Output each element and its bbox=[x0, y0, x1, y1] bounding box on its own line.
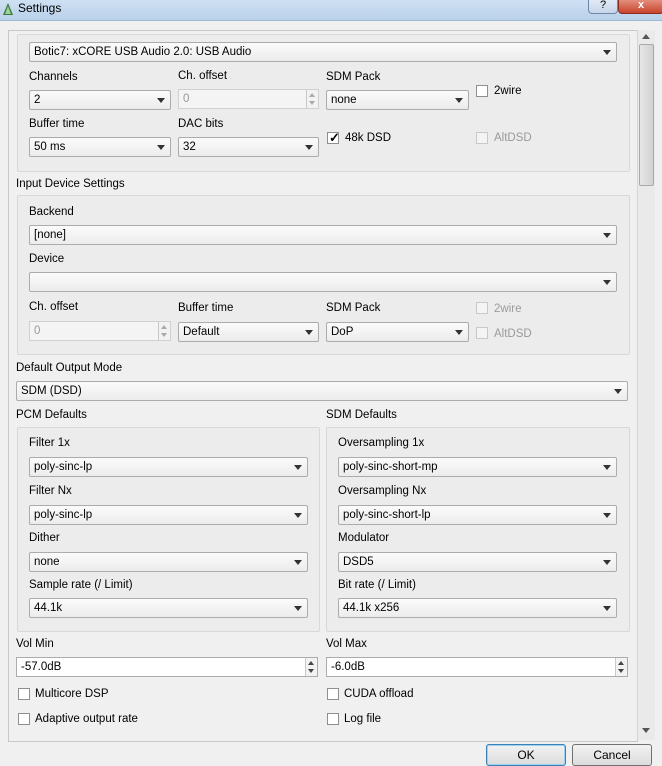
vertical-scrollbar[interactable] bbox=[637, 30, 655, 740]
input-altdsd-checkbox[interactable] bbox=[476, 327, 488, 339]
os1x-label: Oversampling 1x bbox=[338, 437, 425, 449]
dac-bits-label: DAC bits bbox=[178, 118, 224, 130]
vol-max-label: Vol Max bbox=[326, 638, 367, 650]
window-title: Settings bbox=[18, 1, 62, 15]
filter1x-select[interactable]: poly-sinc-lp bbox=[29, 457, 308, 477]
input-sdm-pack-select[interactable]: DoP bbox=[326, 322, 469, 342]
twowire-checkbox[interactable] bbox=[476, 85, 488, 97]
device-label: Device bbox=[29, 253, 65, 265]
dither-select[interactable]: none bbox=[29, 552, 308, 572]
dsd48k-label: 48k DSD bbox=[345, 132, 392, 144]
dither-label: Dither bbox=[29, 532, 60, 544]
chevron-down-icon bbox=[294, 560, 302, 565]
chevron-down-icon bbox=[157, 98, 165, 103]
spin-up-icon[interactable] bbox=[308, 661, 314, 665]
help-icon: ? bbox=[599, 0, 607, 11]
close-icon: x bbox=[637, 0, 645, 11]
chevron-down-icon bbox=[455, 330, 463, 335]
chevron-down-icon bbox=[294, 606, 302, 611]
output-device-select[interactable]: Botic7: xCORE USB Audio 2.0: USB Audio bbox=[29, 42, 617, 62]
adaptive-rate-label: Adaptive output rate bbox=[35, 713, 138, 725]
chevron-down-icon bbox=[455, 98, 463, 103]
input-altdsd-label: AltDSD bbox=[494, 328, 532, 340]
sdm-pack-label: SDM Pack bbox=[326, 71, 381, 83]
spin-up-icon[interactable] bbox=[161, 325, 167, 329]
twowire-label: 2wire bbox=[494, 85, 522, 97]
default-output-mode-label: Default Output Mode bbox=[16, 362, 123, 374]
samplerate-label: Sample rate (/ Limit) bbox=[29, 579, 133, 591]
ch-offset-label: Ch. offset bbox=[178, 70, 228, 82]
spin-down-icon[interactable] bbox=[308, 669, 314, 673]
filter1x-label: Filter 1x bbox=[29, 437, 70, 449]
dac-bits-select[interactable]: 32 bbox=[178, 137, 319, 157]
chevron-down-icon bbox=[603, 513, 611, 518]
adaptive-rate-checkbox[interactable] bbox=[18, 713, 30, 725]
chevron-down-icon bbox=[603, 606, 611, 611]
logfile-checkbox[interactable] bbox=[327, 713, 339, 725]
channels-label: Channels bbox=[29, 71, 78, 83]
modulator-label: Modulator bbox=[338, 532, 390, 544]
vol-max-spinbox[interactable]: -6.0dB bbox=[326, 657, 628, 677]
multicore-label: Multicore DSP bbox=[35, 688, 109, 700]
chevron-down-icon bbox=[603, 280, 611, 285]
modulator-select[interactable]: DSD5 bbox=[338, 552, 617, 572]
dsd48k-checkbox[interactable] bbox=[327, 132, 339, 144]
chevron-down-icon bbox=[294, 465, 302, 470]
cuda-checkbox[interactable] bbox=[327, 688, 339, 700]
default-output-mode-select[interactable]: SDM (DSD) bbox=[16, 381, 628, 401]
chevron-down-icon bbox=[603, 233, 611, 238]
filternx-select[interactable]: poly-sinc-lp bbox=[29, 505, 308, 525]
input-twowire-checkbox[interactable] bbox=[476, 302, 488, 314]
sdm-defaults-title: SDM Defaults bbox=[326, 409, 397, 421]
buffer-time-select[interactable]: 50 ms bbox=[29, 137, 171, 157]
backend-label: Backend bbox=[29, 206, 74, 218]
cancel-button[interactable]: Cancel bbox=[572, 744, 652, 766]
spin-up-icon[interactable] bbox=[618, 661, 624, 665]
input-device-select[interactable] bbox=[29, 272, 617, 292]
os1x-select[interactable]: poly-sinc-short-mp bbox=[338, 457, 617, 477]
pcm-defaults-title: PCM Defaults bbox=[16, 409, 87, 421]
osnx-select[interactable]: poly-sinc-short-lp bbox=[338, 505, 617, 525]
altdsd-label: AltDSD bbox=[494, 132, 532, 144]
app-icon bbox=[2, 3, 14, 16]
vol-min-label: Vol Min bbox=[16, 638, 54, 650]
input-ch-offset-label: Ch. offset bbox=[29, 301, 79, 313]
chevron-down-icon bbox=[294, 513, 302, 518]
ok-button[interactable]: OK bbox=[486, 744, 566, 766]
input-ch-offset-spinbox[interactable]: 0 bbox=[29, 321, 171, 341]
ch-offset-spinbox[interactable]: 0 bbox=[178, 89, 319, 109]
input-twowire-label: 2wire bbox=[494, 303, 522, 315]
chevron-down-icon bbox=[603, 465, 611, 470]
scroll-up-icon[interactable] bbox=[642, 34, 650, 39]
input-buffer-time-select[interactable]: Default bbox=[178, 322, 319, 342]
chevron-down-icon bbox=[305, 330, 313, 335]
input-section-title: Input Device Settings bbox=[16, 178, 125, 190]
chevron-down-icon bbox=[603, 560, 611, 565]
close-button[interactable] bbox=[618, 0, 662, 14]
input-buffer-time-label: Buffer time bbox=[178, 302, 234, 314]
vol-min-spinbox[interactable]: -57.0dB bbox=[16, 657, 318, 677]
check-icon: ✓ bbox=[329, 130, 340, 145]
help-button[interactable] bbox=[588, 0, 618, 14]
backend-select[interactable]: [none] bbox=[29, 225, 617, 245]
scrollbar-thumb[interactable] bbox=[639, 44, 654, 186]
chevron-down-icon bbox=[614, 389, 622, 394]
cuda-label: CUDA offload bbox=[344, 688, 414, 700]
osnx-label: Oversampling Nx bbox=[338, 485, 427, 497]
logfile-label: Log file bbox=[344, 713, 382, 725]
spin-up-icon[interactable] bbox=[309, 93, 315, 97]
multicore-checkbox[interactable] bbox=[18, 688, 30, 700]
sdm-pack-select[interactable]: none bbox=[326, 90, 469, 110]
spin-down-icon[interactable] bbox=[618, 669, 624, 673]
chevron-down-icon bbox=[603, 50, 611, 55]
title-bar bbox=[0, 0, 662, 21]
chevron-down-icon bbox=[305, 145, 313, 150]
channels-select[interactable]: 2 bbox=[29, 90, 171, 110]
samplerate-select[interactable]: 44.1k bbox=[29, 598, 308, 618]
filternx-label: Filter Nx bbox=[29, 485, 72, 497]
scroll-down-icon[interactable] bbox=[642, 728, 650, 733]
buffer-time-label: Buffer time bbox=[29, 118, 85, 130]
chevron-down-icon bbox=[157, 145, 165, 150]
spin-down-icon[interactable] bbox=[309, 101, 315, 105]
input-sdm-pack-label: SDM Pack bbox=[326, 302, 381, 314]
altdsd-checkbox[interactable] bbox=[476, 132, 488, 144]
bitrate-select[interactable]: 44.1k x256 bbox=[338, 598, 617, 618]
bitrate-label: Bit rate (/ Limit) bbox=[338, 579, 416, 591]
spin-down-icon[interactable] bbox=[161, 333, 167, 337]
